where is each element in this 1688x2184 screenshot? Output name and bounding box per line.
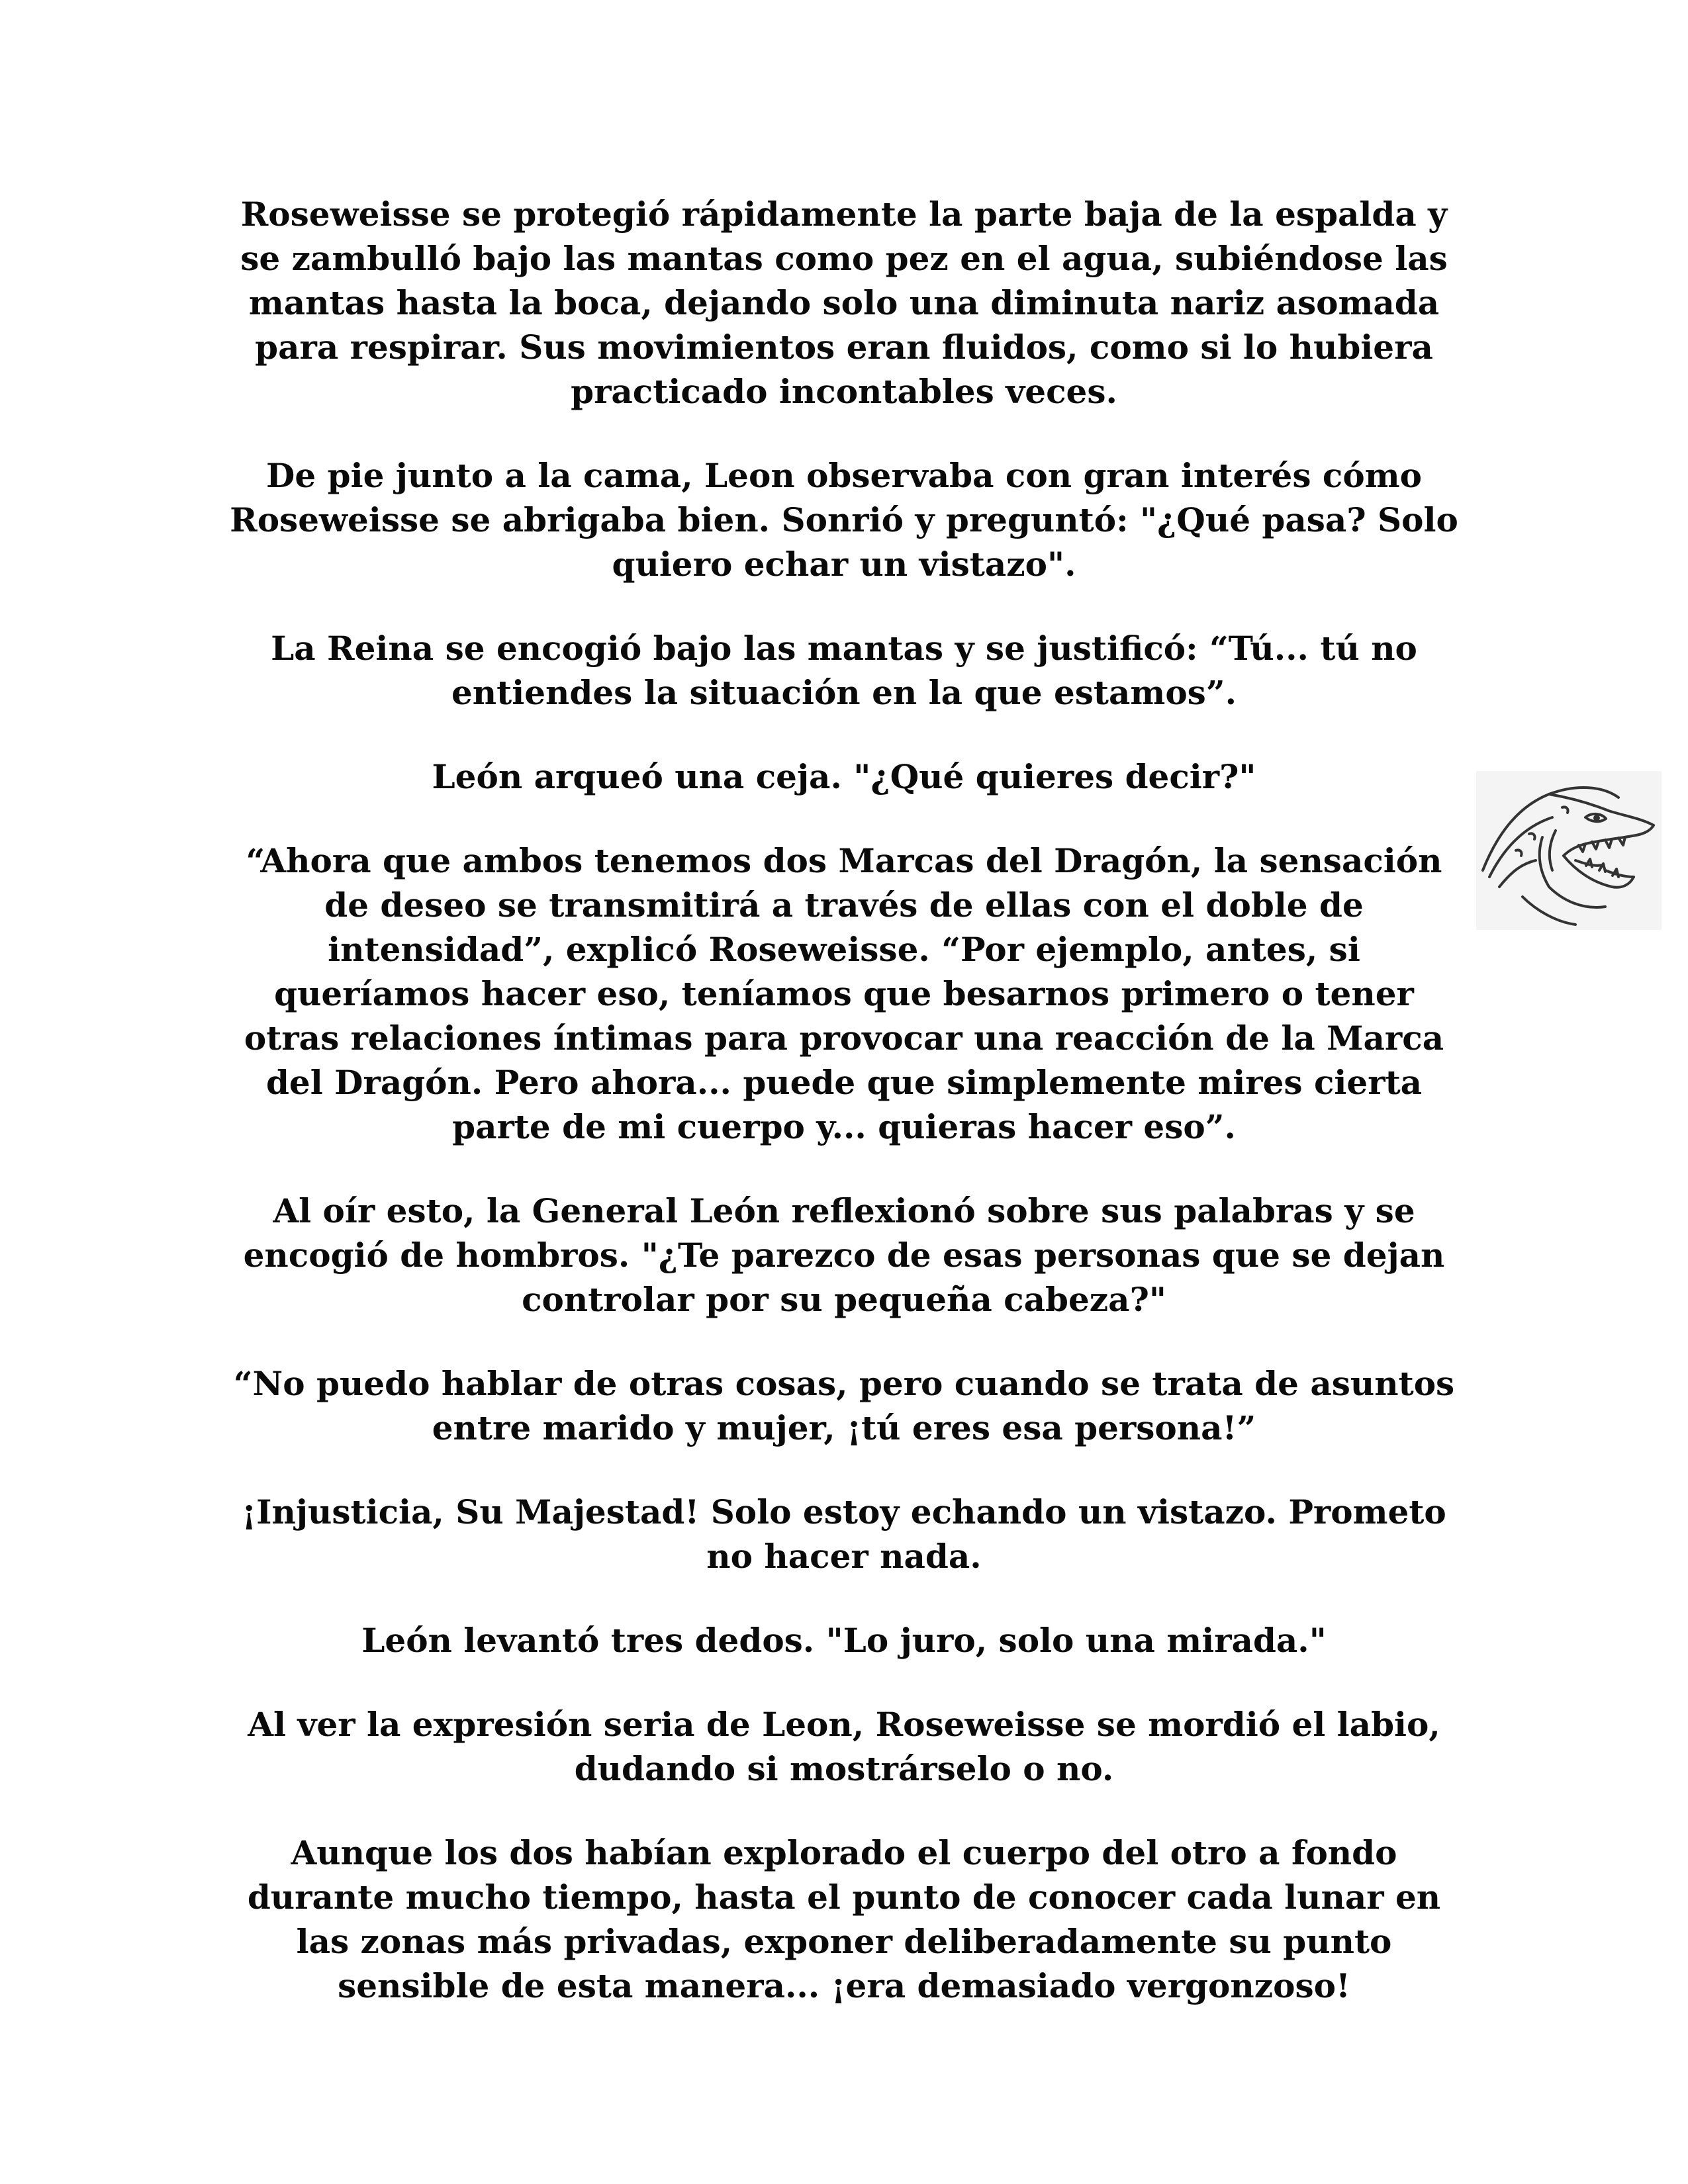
paragraph-8: ¡Injusticia, Su Majestad! Solo estoy echando un vistazo. Prometo no hacer nada.: [242, 1492, 1446, 1576]
paragraph-6: Al oír esto, la General León reflexionó sobre sus palabras y se encogió de hombros. "¿Te parezco de esas personas que se dejan controlar por su pequeña cabeza?": [243, 1191, 1445, 1319]
paragraph-2: De pie junto a la cama, Leon observaba con gran interés cómo Roseweisse se abrigaba bien. Sonrió y preguntó: "¿Qué pasa? Solo quiero echar un vistazo".: [230, 456, 1458, 584]
paragraph-10: Al ver la expresión seria de Leon, Roseweisse se mordió el labio, dudando si mostrárselo o no.: [248, 1705, 1440, 1788]
paragraph-9: León levantó tres dedos. "Lo juro, solo una mirada.": [361, 1621, 1327, 1660]
paragraph-3: La Reina se encogió bajo las mantas y se justificó: “Tú... tú no entiendes la situación en la que estamos”.: [271, 629, 1417, 712]
dragon-head-icon: [1476, 771, 1662, 930]
paragraph-7: “No puedo hablar de otras cosas, pero cuando se trata de asuntos entre marido y mujer, ¡tú eres esa persona!”: [233, 1364, 1455, 1447]
paragraph-1: Roseweisse se protegió rápidamente la parte baja de la espalda y se zambulló bajo las mantas como pez en el agua, subiéndose las mantas hasta la boca, dejando solo una diminuta nariz asomada para respirar. Sus movimientos eran fluidos, como si lo hubiera practicado incontables veces.: [240, 195, 1448, 411]
story-text: [225, 192, 1463, 2048]
paragraph-11: Aunque los dos habían explorado el cuerpo del otro a fondo durante mucho tiempo, hasta el punto de conocer cada lunar en las zonas más privadas, exponer deliberadamente su punto sensible de esta manera... ¡era demasiado vergonzoso!: [247, 1833, 1441, 2005]
paragraph-4: León arqueó una ceja. "¿Qué quieres decir?": [432, 757, 1256, 796]
paragraph-5: “Ahora que ambos tenemos dos Marcas del Dragón, la sensación de deseo se transmitirá a través de ellas con el doble de intensidad”, explicó Roseweisse. “Por ejemplo, antes, si queríamos hacer eso, teníamos que besarnos primero o tener otras relaciones íntimas para provocar una reacción de la Marca del Dragón. Pero ahora... puede que simplemente mires cierta parte de mi cuerpo y... quieras hacer eso”.: [244, 841, 1444, 1146]
